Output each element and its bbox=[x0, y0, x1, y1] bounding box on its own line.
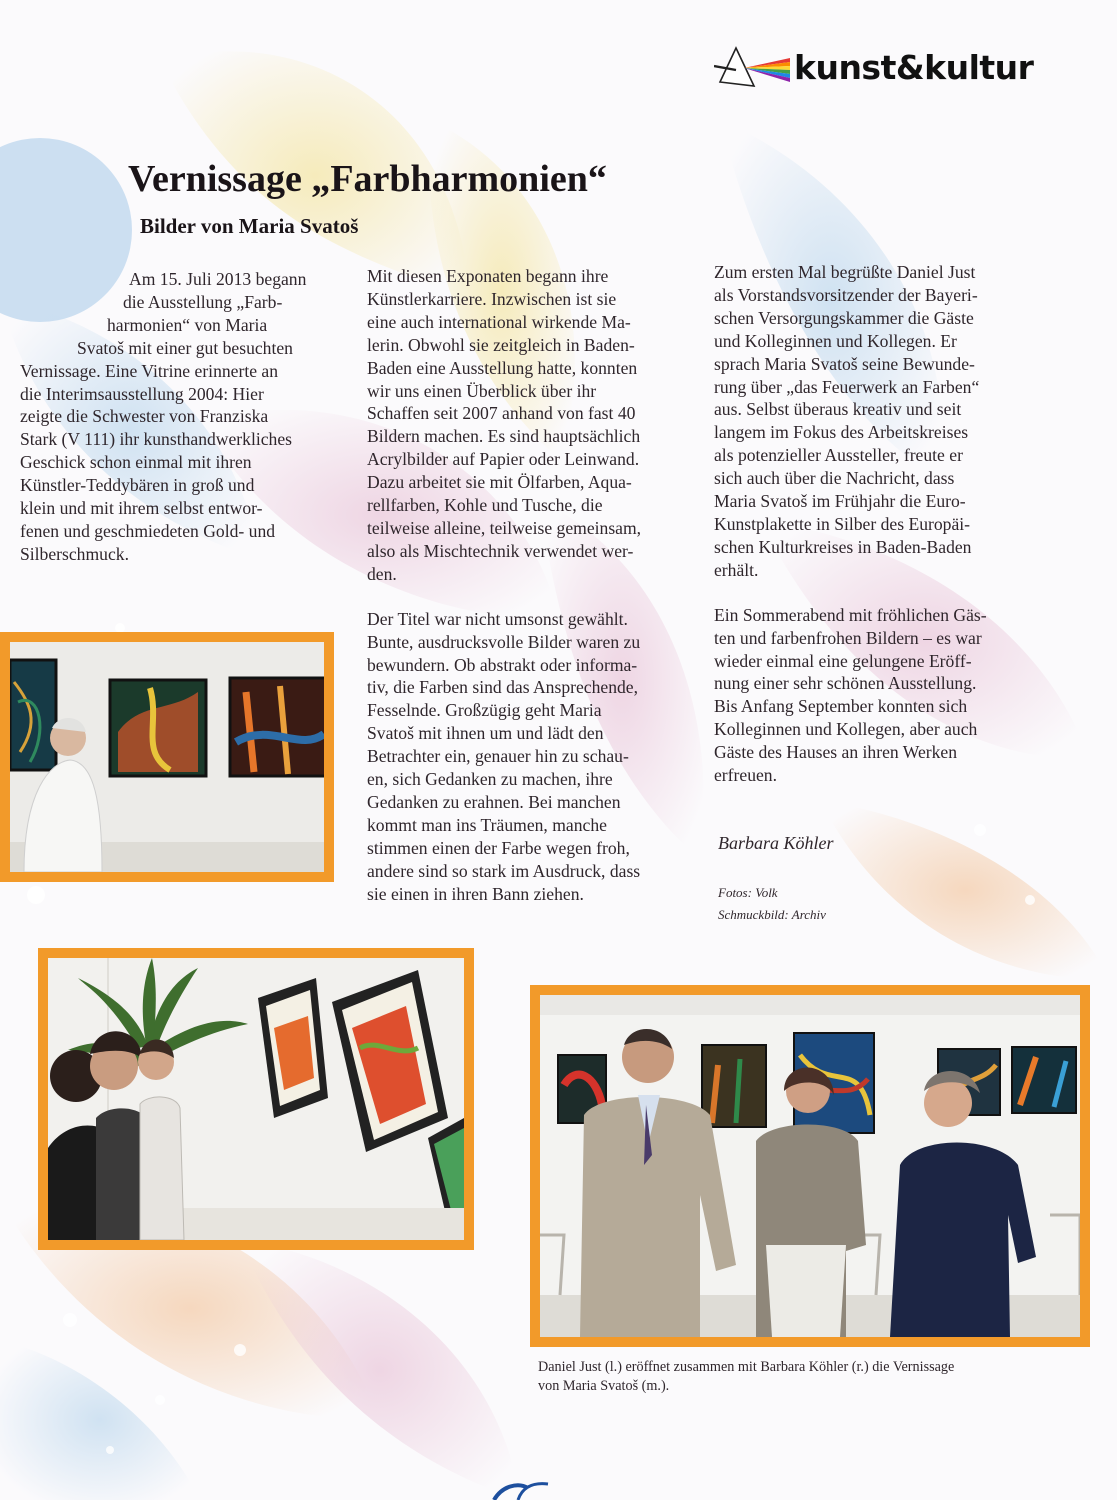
text-line: Der Titel war nicht umsonst gewählt. bbox=[367, 608, 628, 629]
text-line: erhält. bbox=[714, 559, 759, 580]
text-line: Fesselnde. Großzügig geht Maria bbox=[367, 700, 602, 721]
text-line: Künstlerkarriere. Inzwischen ist sie bbox=[367, 288, 617, 309]
text-line: die Ausstellung „Farb- bbox=[123, 291, 283, 312]
text-line: also als Mischtechnik verwendet wer- bbox=[367, 540, 634, 561]
text-line: Kolleginnen und Kollegen, aber auch bbox=[714, 719, 978, 740]
text-line: sie einen in ihren Bann ziehen. bbox=[367, 883, 584, 904]
text-line: Gedanken zu erahnen. Bei manchen bbox=[367, 791, 621, 812]
text-line: zeigte die Schwester von Franziska bbox=[20, 406, 269, 427]
text-line: lerin. Obwohl sie zeitgleich in Baden- bbox=[367, 334, 635, 355]
text-line: kommt man ins Träumen, manche bbox=[367, 814, 607, 835]
text-line: Silberschmuck. bbox=[20, 543, 129, 564]
text-line: Svatoš mit ihnen um und lädt den bbox=[367, 723, 604, 744]
text-line: Svatoš mit einer gut besuchten bbox=[77, 337, 293, 358]
paragraph bbox=[20, 268, 340, 566]
text-line: als Vorstandsvorsitzender der Bayeri- bbox=[714, 284, 978, 305]
text-line: Geschick schon einmal mit ihren bbox=[20, 452, 252, 473]
article-column-1 bbox=[20, 268, 340, 566]
text-line: die Interimsausstellung 2004: Hier bbox=[20, 383, 264, 404]
article-subheadline: Bilder von Maria Svatoš bbox=[140, 214, 359, 238]
text-line: Baden eine Ausstellung hatte, konnten bbox=[367, 357, 638, 378]
text-line: Maria Svatoš im Frühjahr die Euro- bbox=[714, 491, 966, 512]
text-line: ten und farbenfrohen Bildern – es war bbox=[714, 627, 982, 648]
section-title: kunst&kultur bbox=[794, 48, 1034, 87]
text-line: harmonien“ von Maria bbox=[107, 314, 268, 335]
text-line: nung einer sehr schönen Ausstellung. bbox=[714, 673, 977, 694]
text-line: Daniel Just (l.) eröffnet zusammen mit Barbara Köhler (r.) die Vernissage bbox=[538, 1359, 955, 1375]
paragraph bbox=[714, 261, 1044, 582]
text-line: Zum ersten Mal begrüßte Daniel Just bbox=[714, 262, 976, 282]
text-line: als potenzieller Aussteller, freute er bbox=[714, 445, 963, 466]
text-line: tiv, die Farben sind das Ansprechende, bbox=[367, 677, 639, 698]
text-line: en, sich Gedanken zu machen, ihre bbox=[367, 769, 613, 790]
text-line: Stark (V 111) ihr kunsthandwerkliches bbox=[20, 429, 292, 450]
decor-credit: Schmuckbild: Archiv bbox=[718, 907, 826, 922]
text-line: schen Versorgungskammer die Gäste bbox=[714, 307, 974, 328]
text-line: Am 15. Juli 2013 begann bbox=[129, 269, 307, 289]
photo-opening-speakers bbox=[530, 985, 1090, 1347]
text-line: den. bbox=[367, 563, 397, 584]
text-line: Bis Anfang September konnten sich bbox=[714, 696, 968, 717]
text-line: Künstler-Teddybären in groß und bbox=[20, 475, 255, 496]
text-line: sprach Maria Svatoš seine Bewunde- bbox=[714, 353, 975, 374]
text-line: Kunstplakette in Silber des Europäi- bbox=[714, 513, 971, 534]
text-line: Betrachter ein, genauer hin zu schau- bbox=[367, 746, 629, 767]
photo-man-viewing-paintings bbox=[0, 632, 334, 882]
text-line: fenen und geschmiedeten Gold- und bbox=[20, 520, 276, 541]
photo-credit: Fotos: Volk bbox=[718, 885, 778, 900]
text-line: Ein Sommerabend mit fröhlichen Gäs- bbox=[714, 604, 987, 625]
text-line: und Kolleginnen und Kollegen. Er bbox=[714, 330, 957, 351]
text-line: wir uns einen Überblick über ihr bbox=[367, 380, 597, 401]
text-line: klein und mit ihrem selbst entwor- bbox=[20, 498, 263, 519]
text-line: Vernissage. Eine Vitrine erinnerte an bbox=[20, 360, 279, 381]
text-line: wieder einmal eine gelungene Eröff- bbox=[714, 650, 972, 671]
text-line: von Maria Svatoš (m.). bbox=[538, 1378, 670, 1394]
text-line: aus. Selbst überaus kreativ und seit bbox=[714, 399, 962, 420]
text-line: bewundern. Ob abstrakt oder informa- bbox=[367, 654, 638, 675]
text-line: sich auch über die Nachricht, dass bbox=[714, 468, 955, 489]
text-line: Bunte, ausdrucksvolle Bilder waren zu bbox=[367, 631, 641, 652]
text-line: stimmen einen der Farbe wegen froh, bbox=[367, 837, 630, 858]
text-line: andere sind so stark im Ausdruck, dass bbox=[367, 860, 641, 881]
page-ornament-icon bbox=[488, 1478, 558, 1500]
paragraph bbox=[367, 608, 687, 906]
text-line: eine auch international wirkende Ma- bbox=[367, 311, 631, 332]
text-line: Mit diesen Exponaten begann ihre bbox=[367, 266, 609, 286]
text-line: erfreuen. bbox=[714, 765, 777, 786]
prism-icon bbox=[714, 44, 792, 92]
text-line: Bildern machen. Es sind hauptsächlich bbox=[367, 426, 641, 447]
photo-women-at-gallery-wall bbox=[38, 948, 474, 1250]
text-line: rung über „das Feuerwerk an Farben“ bbox=[714, 376, 980, 397]
article-column-2 bbox=[367, 265, 687, 905]
article-column-3 bbox=[714, 261, 1044, 787]
photo-caption bbox=[538, 1358, 954, 1396]
text-line: teilweise alleine, teilweise gemeinsam, bbox=[367, 517, 642, 538]
photo-credits bbox=[718, 882, 826, 926]
section-header bbox=[714, 44, 1044, 94]
article-headline: Vernissage „Farbharmonien“ bbox=[128, 158, 607, 200]
text-line: schen Kulturkreises in Baden-Baden bbox=[714, 536, 972, 557]
author-name: Barbara Köhler bbox=[718, 833, 834, 853]
paragraph bbox=[714, 604, 1044, 787]
text-line: langem im Fokus des Arbeitskreises bbox=[714, 422, 969, 443]
text-line: Gäste des Hauses an ihren Werken bbox=[714, 742, 958, 763]
text-line: Dazu arbeitet sie mit Ölfarben, Aqua- bbox=[367, 472, 632, 493]
text-line: Acrylbilder auf Papier oder Leinwand. bbox=[367, 449, 640, 470]
text-line: Schaffen seit 2007 anhand von fast 40 bbox=[367, 403, 636, 424]
text-line: rellfarben, Kohle und Tusche, die bbox=[367, 495, 603, 516]
paragraph bbox=[367, 265, 687, 586]
